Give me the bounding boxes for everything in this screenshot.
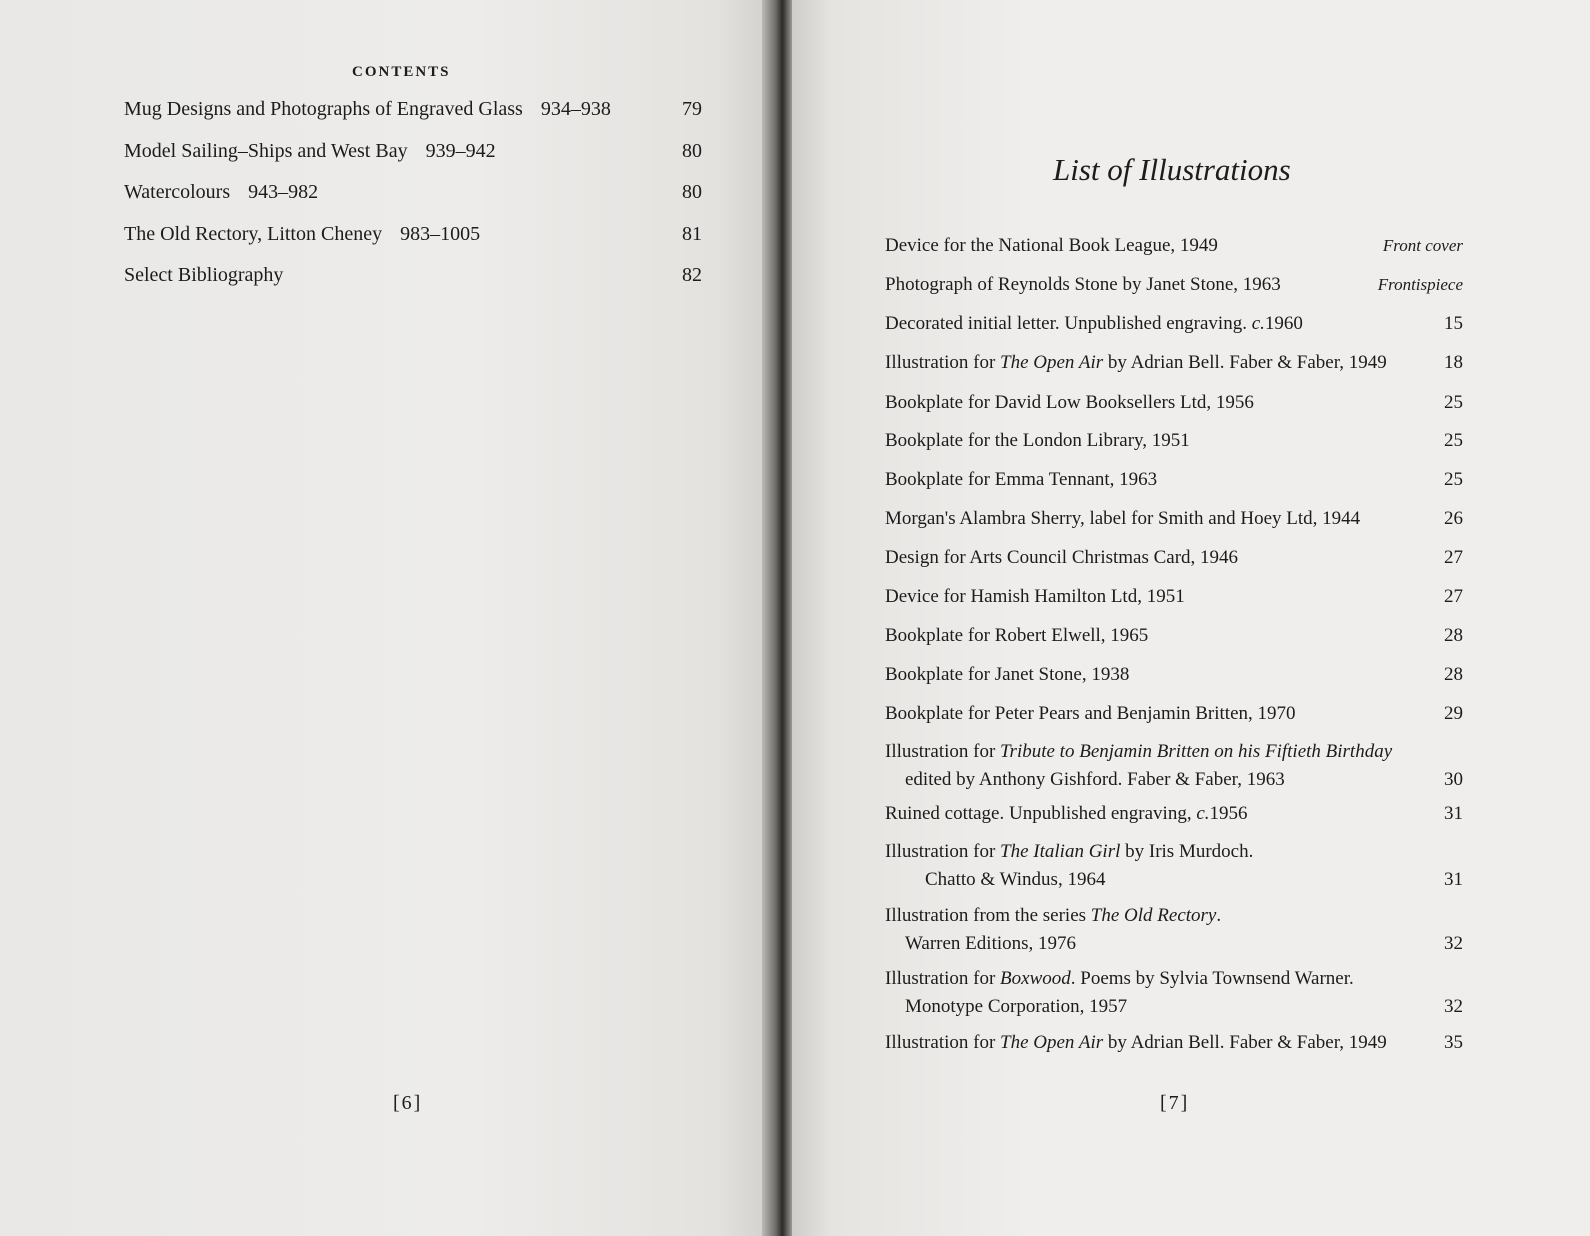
entry-title: Model Sailing–Ships and West Bay xyxy=(124,140,408,162)
illustration-entry xyxy=(885,271,1463,299)
contents-entry xyxy=(124,264,702,294)
illustration-entry xyxy=(885,965,1463,1021)
illustration-entry xyxy=(885,466,1463,494)
illustration-page: 31 xyxy=(1444,869,1463,890)
entry-page: 80 xyxy=(682,181,702,203)
illustration-page: 32 xyxy=(1444,933,1463,954)
illustration-title xyxy=(885,544,1463,572)
illustration-page: Front cover xyxy=(1382,236,1463,255)
title-text: Device for Hamish Hamilton Ltd, 1951 xyxy=(885,586,1185,607)
illustration-title xyxy=(885,838,1463,894)
illustration-entry xyxy=(885,505,1463,533)
illustration-page: 18 xyxy=(1444,352,1463,373)
illustration-entry xyxy=(885,389,1463,417)
illustration-page: 28 xyxy=(1444,664,1463,685)
illustration-title xyxy=(885,583,1463,611)
book-gutter xyxy=(762,0,796,1236)
illustration-title xyxy=(885,700,1463,728)
title-text: Photograph of Reynolds Stone by Janet Stone, 1963 xyxy=(885,274,1281,295)
title-text: Illustration for xyxy=(885,841,1001,862)
entry-range: 934–938 xyxy=(540,98,611,120)
illustration-page: 25 xyxy=(1444,469,1463,490)
title-text-end: by Iris Murdoch. xyxy=(1120,841,1254,862)
title-text: Design for Arts Council Christmas Card, 1946 xyxy=(885,547,1239,568)
entry-range: 943–982 xyxy=(248,181,319,203)
contents-entry xyxy=(124,181,702,211)
title-text-end: by Adrian Bell. Faber & Faber, 1949 xyxy=(1103,1032,1387,1053)
title-text: Bookplate for Robert Elwell, 1965 xyxy=(885,625,1149,646)
title-text: Decorated initial letter. Unpublished engraving. xyxy=(885,313,1252,334)
illustration-entry xyxy=(885,544,1463,572)
illustration-entry xyxy=(885,622,1463,650)
illustration-entry xyxy=(885,1029,1463,1057)
page-number-right: [7] xyxy=(1160,1092,1190,1114)
title-text-end: 1960 xyxy=(1264,313,1303,334)
illustration-entry xyxy=(885,310,1463,338)
illustrations-heading: List of Illustrations xyxy=(1053,152,1291,187)
illustration-entry xyxy=(885,738,1463,794)
illustration-page: 25 xyxy=(1444,430,1463,451)
title-italic: c. xyxy=(1196,803,1210,824)
entry-range: 983–1005 xyxy=(400,223,481,245)
entry-title: Watercolours xyxy=(124,181,231,203)
title-text: Device for the National Book League, 1949 xyxy=(885,235,1218,256)
illustration-title xyxy=(885,1029,1463,1057)
entry-title: The Old Rectory, Litton Cheney xyxy=(124,223,383,245)
illustration-title xyxy=(885,349,1463,377)
entry-title: Select Bibliography xyxy=(124,264,284,286)
title-text: Bookplate for Janet Stone, 1938 xyxy=(885,664,1130,685)
illustration-title xyxy=(885,505,1463,533)
illustration-entry xyxy=(885,800,1463,828)
title-text: Bookplate for the London Library, 1951 xyxy=(885,430,1190,451)
illustration-title xyxy=(885,389,1463,417)
title-text: Illustration for xyxy=(885,352,1001,373)
illustration-entry xyxy=(885,349,1463,377)
title-italic: The Open Air xyxy=(1000,1032,1104,1053)
illustration-entry xyxy=(885,427,1463,455)
entry-page: 81 xyxy=(682,223,702,245)
illustration-page: 35 xyxy=(1444,1032,1463,1053)
illustration-page: 31 xyxy=(1444,803,1463,824)
title-text-end: . xyxy=(1216,905,1222,926)
title-text: Illustration for xyxy=(885,968,1001,989)
left-page xyxy=(0,0,780,1236)
title-text: Illustration for xyxy=(885,1032,1001,1053)
contents-entry xyxy=(124,98,702,128)
illustration-page: 26 xyxy=(1444,508,1463,529)
illustration-entry xyxy=(885,902,1463,958)
entry-page: 80 xyxy=(682,140,702,162)
title-text: Morgan's Alambra Sherry, label for Smith and Hoey Ltd, 1944 xyxy=(885,508,1361,529)
illustration-page: 30 xyxy=(1444,769,1463,790)
title-text: Illustration for xyxy=(885,741,1001,762)
illustration-page: 32 xyxy=(1444,996,1463,1017)
illustration-title xyxy=(885,271,1463,299)
title-text: Illustration from the series xyxy=(885,905,1091,926)
title-text-end: by Adrian Bell. Faber & Faber, 1949 xyxy=(1103,352,1387,373)
title-text: Bookplate for David Low Booksellers Ltd, 1956 xyxy=(885,392,1254,413)
illustration-title xyxy=(885,232,1463,260)
title-second-line: Monotype Corporation, 1957 xyxy=(905,996,1128,1017)
title-italic: The Italian Girl xyxy=(1000,841,1121,862)
illustration-entry xyxy=(885,661,1463,689)
illustration-entry xyxy=(885,838,1463,894)
illustration-page: 25 xyxy=(1444,392,1463,413)
illustration-title xyxy=(885,310,1463,338)
entry-page: 79 xyxy=(682,98,702,120)
title-text: Ruined cottage. Unpublished engraving, xyxy=(885,803,1197,824)
illustration-title xyxy=(885,738,1463,794)
title-second-line: Warren Editions, 1976 xyxy=(905,933,1077,954)
title-text: Bookplate for Peter Pears and Benjamin Britten, 1970 xyxy=(885,703,1296,724)
title-second-line: edited by Anthony Gishford. Faber & Faber, 1963 xyxy=(905,769,1285,790)
contents-label: CONTENTS xyxy=(352,64,451,80)
illustration-page: 28 xyxy=(1444,625,1463,646)
illustration-entry xyxy=(885,700,1463,728)
illustration-page: 29 xyxy=(1444,703,1463,724)
entry-title: Mug Designs and Photographs of Engraved Glass xyxy=(124,98,523,120)
title-text: Bookplate for Emma Tennant, 1963 xyxy=(885,469,1158,490)
title-italic: Boxwood xyxy=(1000,968,1071,989)
illustration-title xyxy=(885,965,1463,1021)
illustration-title xyxy=(885,622,1463,650)
title-italic: c. xyxy=(1251,313,1265,334)
entry-page: 82 xyxy=(682,264,702,286)
page-number-left: [6] xyxy=(393,1092,423,1114)
illustration-page: 27 xyxy=(1444,547,1463,568)
title-text-end: . Poems by Sylvia Townsend Warner. xyxy=(1070,968,1354,989)
entry-range: 939–942 xyxy=(425,140,496,162)
title-italic: Tribute to Benjamin Britten on his Fiftieth Birthday xyxy=(1000,741,1393,762)
illustration-page: Frontispiece xyxy=(1377,275,1463,294)
illustration-entry xyxy=(885,583,1463,611)
contents-entry xyxy=(124,140,702,170)
contents-entry xyxy=(124,223,702,253)
title-second-line: Chatto & Windus, 1964 xyxy=(925,869,1106,890)
illustration-title xyxy=(885,661,1463,689)
title-text-end: 1956 xyxy=(1209,803,1248,824)
illustration-page: 27 xyxy=(1444,586,1463,607)
illustration-title xyxy=(885,466,1463,494)
title-italic: The Old Rectory xyxy=(1090,905,1217,926)
illustration-entry xyxy=(885,232,1463,260)
title-italic: The Open Air xyxy=(1000,352,1104,373)
illustration-title xyxy=(885,902,1463,958)
illustration-title xyxy=(885,427,1463,455)
illustration-page: 15 xyxy=(1444,313,1463,334)
illustration-title xyxy=(885,800,1463,828)
